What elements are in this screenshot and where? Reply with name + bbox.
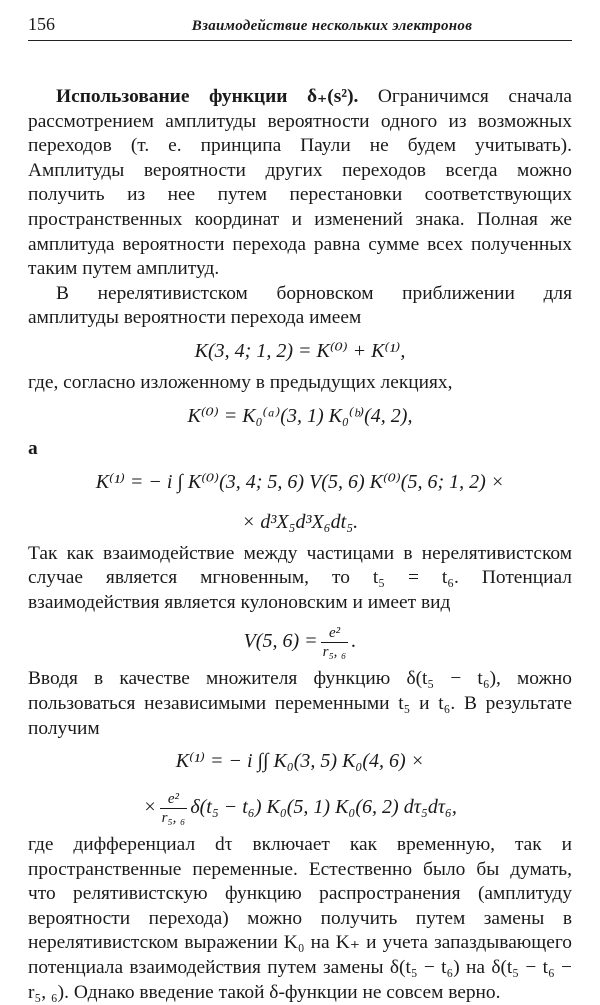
fraction-numerator: e² <box>321 624 349 643</box>
equation-5-times: × <box>143 796 157 819</box>
equation-3-continued: × d³X₅d³X₆dt₅. <box>241 510 359 533</box>
paragraph-1 <box>28 85 572 282</box>
fraction <box>321 624 349 661</box>
equation-4-end: . <box>351 630 357 653</box>
equation-1: K(3, 4; 1, 2) = K⁽⁰⁾ + K⁽¹⁾, <box>194 339 406 362</box>
paragraph-4: а <box>28 437 38 459</box>
equation-5-continued <box>28 781 572 833</box>
paragraph-1-text: Ограничимся сначала рассмотрением амплитуды вероятности одного из возможных переходов (т. е. принципа Паули не будем учитывать). Амплитуды вероятности других переходов всегда можно получить из нее путем перестановки соответствующих пространственных координат и изменений знака. Полная же амплитуда вероятности перехода равна сумме всех полученных таким путем амплитуд. <box>28 86 572 280</box>
page-body <box>28 85 572 1005</box>
fraction-denominator: r₅, ₆ <box>322 644 347 661</box>
page-header <box>28 14 572 41</box>
equation-3: K⁽¹⁾ = − i ∫ K⁽⁰⁾(3, 4; 5, 6) V(5, 6) K⁽⁰⁾(5, 6; 1, 2) × <box>95 470 505 493</box>
book-page <box>28 14 572 1005</box>
page-number: 156 <box>28 14 55 34</box>
running-title: Взаимодействие нескольких электронов <box>191 18 473 34</box>
equation-4-lhs: V(5, 6) = <box>243 630 318 653</box>
equation-5: K⁽¹⁾ = − i ∫∫ K₀(3, 5) K₀(4, 6) × <box>175 750 425 773</box>
paragraph-7: где дифференциал dτ включает как временную, так и пространственные переменные. Естественно было бы думать, что релятивистскую функцию распространения (амплитуду вероятности перехода) можно получить путем замены в нерелятивистском выражении K₀ на K₊ и учета запаздывающего потенциала взаимодействия путем замены δ(t₅ − t₆) на δ(t₅ − t₆ − r₅, ₆). Однако введение такой δ-функции не совсем верно. <box>28 834 572 1003</box>
fraction <box>160 790 188 827</box>
fraction-numerator: e² <box>160 790 188 809</box>
paragraph-2: В нерелятивистском борновском приближении для амплитуды вероятности перехода имеем <box>28 282 572 329</box>
equation-2: K⁽⁰⁾ = K₀⁽ᵃ⁾(3, 1) K₀⁽ᵇ⁾(4, 2), <box>187 404 413 427</box>
equation-4 <box>28 615 572 667</box>
section-heading: Использование функции δ₊(s²). <box>56 86 359 107</box>
paragraph-6: Вводя в качестве множителя функцию δ(t₅ − t₆), можно пользоваться независимыми переменными t₅ и t₆. В результате получим <box>28 668 572 739</box>
paragraph-5: Так как взаимодействие между частицами в нерелятивистском случае является мгновенным, то t₅ = t₆. Потенциал взаимодействия является кулоновским и имеет вид <box>28 542 572 613</box>
equation-5-rest: δ(t₅ − t₆) K₀(5, 1) K₀(6, 2) dτ₅dτ₆, <box>190 796 457 819</box>
fraction-denominator: r₅, ₆ <box>161 810 186 826</box>
paragraph-3: где, согласно изложенному в предыдущих лекциях, <box>28 371 453 393</box>
